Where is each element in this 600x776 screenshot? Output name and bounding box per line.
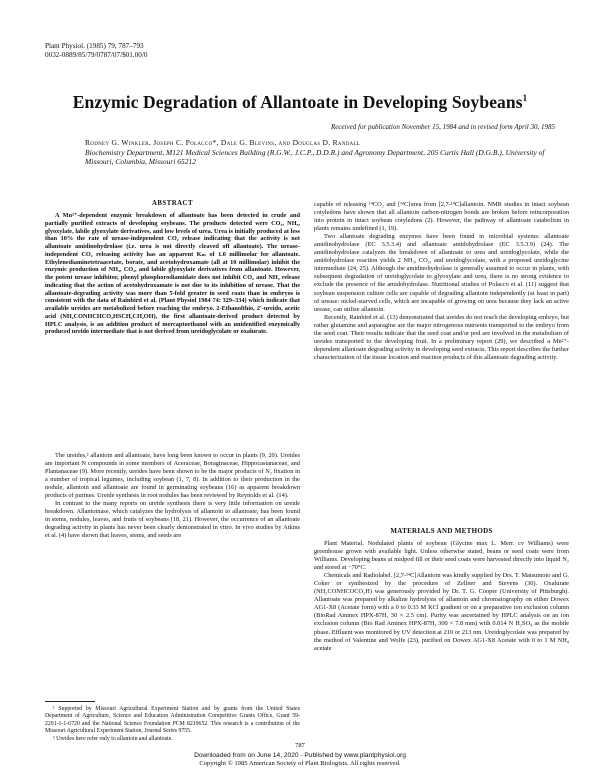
footnote: ² Ureides here refer only to allantoin and allantoate.	[53, 735, 173, 742]
right-column-methods	[314, 540, 569, 653]
paragraph: Chemicals and Radiolabel. [2,7-¹⁴C]Allantoin was kindly supplied by Drs. T. Matsumoto and G. Coker or synthesized by the procedure of Zellner and Stevens (30). Oxalurate (NH₂CONHCOCO₂H) was generously provided by Dr. T. G. Cooper (University of Pittsburgh). Allantoate was prepared by alkaline hydrolysis of allantoin and chromatography on either Dowex AG1-X8 (Acetate form) with a 0 to 0.33 M KCl gradient or on a preparative ion exclusion column (BioRad Aminex HPX-87H, 30 × 2.5 cm). Purity was ascertained by HPLC analysis on an ion exclusion column (Bio Rad Aminex HPX-87H, 300 × 7.8 mm) with 0.014 N H₂SO₄ as the mobile phase. Effluent was monitored by UV detection at 210 or 213 nm. Ureidoglycolate was prepared by the method of Valentine and Wolfe (23), purified on Dowex AG1-X8 Acetate with 0 to 1 M NH₄ acetate	[314, 572, 569, 652]
paragraph: The ureides,² allantoin and allantoate, have long been known to occur in plants (9, 20). Ureides are important N compounds in some members of Aceraceae, Boraginaceae, Hippocastanaceae, and Plantanaceae (9). More recently, ureides have been shown to be the major products of N₂ fixation in a number of tropical legumes, including soybean (1, 7, 8). In addition to their production in the nodule, allantoin and allantoate are found in germinating soybeans (16) as apparent breakdown products of purines. Ureide synthesis in root nodules has been reviewed by Reynolds et al. (14).	[45, 452, 300, 500]
page-number: 787	[295, 742, 305, 749]
title-footnote-marker: 1	[522, 93, 528, 104]
paper-title	[0, 92, 600, 113]
paragraph: Two allantoate degrading enzymes have been found in microbial systems: allantoate amidinohydrolase (EC 3.5.3.4) and allantoate amidohydrolase (EC 3.5.3.9) (24). The amidinohydrolase catalyzes the breakdown of allantoate to urea and ureidoglycolate, while the amidohydrolase reaction yields 2 NH₃, CO₂, and ureidoglycolate, with a proposed ureidoglycine intermediate (24, 25). Although the amidinohydrolase is generally assumed to occur in plants, with subsequent degradation of ureidoglycolate to glyoxylate and urea, there is no strong evidence to exclude the presence of the amidohydrolase. Nutritional studies of Polacco et al. (11) suggest that soybean suspension culture cells are capable of degrading allantoin independently (at least in part) of urease: nickel-starved cells, which are incapable of growing on urea because they lack an active urease, can utilize allantoin.	[314, 233, 569, 313]
copyright-line: Copyright © 1985 American Society of Plant Biologists. All rights reserved.	[199, 760, 401, 767]
received-date: Received for publication November 15, 1984 and in revised form April 30, 1985	[331, 123, 555, 131]
paragraph: capable of releasing ¹⁴CO₂ and [¹⁴C]urea from [2,7-¹⁴C]allantoin. NMR studies in intact soybean cotyledons have shown that all allantoin carbon-nitrogen bonds are broken before reincorporation into protein in intact soybean cotyledons (2). However, the pathway of allantoate catabolism in plants remains undefined (1, 19).	[314, 201, 569, 233]
running-header	[45, 42, 147, 60]
abstract-heading: ABSTRACT	[151, 200, 193, 207]
right-column-intro	[314, 201, 569, 362]
author-block	[85, 138, 560, 167]
journal-code: 0032-0889/85/79/0787/07/$01.00/0	[45, 51, 148, 59]
download-line: Downloaded from on June 14, 2020 - Published by www.plantphysiol.org	[194, 752, 406, 759]
footnote-rule	[45, 701, 95, 702]
left-column-body	[45, 452, 300, 541]
paragraph: Plant Material. Nodulated plants of soybean (Glycine max L. Merr. cv Williams) were greenhouse grown with available light. Unless otherwise stated, beans or seed coats were from Williams. Developing beans at midpod fill or their seed coats were harvested directly into liquid N₂ and stored at −70°C.	[314, 540, 569, 572]
abstract-text: A Mn²⁺-dependent enzymic breakdown of allantoate has been detected in crude and partially purified extracts of developing soybeans. The products detected were CO₂, NH₃, glyoxylate, labile glyoxylate derivatives, and low levels of urea. Urea is initially produced at less than 10% the rate of urease-independent CO₂ release indicating that the activity is not allantoate amidinohydrolase (i.e. urea is not directly cleaved off allantoate). The urease-independent CO₂ releasing activity has an apparent Kₘ of 1.0 millimolar for allantoate. Ethylenediaminetetraacetate, borate, and acetohydroxamate (all at 10 millimolar) inhibit the enzymic production of NH₃, CO₂, and labile glyoxylate derivatives from allantoate. However, the potent urease inhibitor, phenyl phosphorodiamidate does not inhibit CO₂ and NH₃ release indicating that the action of acetohydroxamate is not due to its inhibition of urease. That the allantoate-degrading activity was more than 5-fold greater in seed coats than in embryos is consistent with the data of Rainbird et al. (Plant Physiol 1984 74: 329–334) which indicate that available ureides are metabolized before reaching the embryo. 2-Ethanolthio, 2′-ureido, acetic acid (NH₂CONHCHCO₂HSCH₂CH₂OH), the first allantoate-derived product detected by HPLC analysis, is an addition product of mercaptoethanol with an unidentified enzymically produced ureido intermediate that is not derived from ureidoglycolate or oxalurate.	[45, 212, 300, 336]
paragraph: In contrast to the many reports on ureide synthesis there is very little information on ureide breakdown. Allantoinase, which catalyzes the hydrolysis of allantoin to allantoate, has been found in stems, nodules, leaves, and fruits of soybeans (18, 21). However, the occurrence of an allantoate degrading activity in plants has never been clearly demonstrated in vitro. In vivo studies by Atkins et al. (4) have shown that leaves, stems, and seeds are	[45, 500, 300, 540]
footnote: ¹ Supported by Missouri Agricultural Experiment Station and by grants from the United States Department of Agriculture, Science and Education Administration Competitive Grants Office, Grant 59-2291-1-1-6720 and the National Science Foundation PCM 8219652. This research is a contribution of the Missouri Agricultural Experiment Station, Journal Series 9755.	[45, 706, 300, 735]
footnotes	[45, 706, 300, 743]
journal-citation: Plant Physiol. (1985) 79, 787–793	[45, 42, 144, 50]
methods-heading: MATERIALS AND METHODS	[390, 527, 493, 535]
abstract-body	[45, 212, 300, 336]
author-names: Rodney G. Winkler, Joseph C. Polacco*, Dale G. Blevins, and Douglas D. Randall	[85, 138, 361, 147]
author-affiliation: Biochemistry Department, M121 Medical Sciences Building (R.G.W., J.C.P., D.D.R.) and Agronomy Department, 205 Curtis Hall (D.G.B.), University of Missouri, Columbia, Missouri 65212	[85, 147, 545, 166]
title-text: Enzymic Degradation of Allantoate in Developing Soybeans	[72, 92, 523, 112]
paragraph: Recently, Rainbird et al. (13) demonstrated that ureides do not reach the developing embryo, but rather glutamine and asparagine are the major nitrogenous nutrients transported to the embryo from the seed coat. Their results indicate that the seed coat and/or pod are involved in the metabolism of ureides transported to the developing fruit. In a preliminary report (29), we described a Mn²⁺-dependent allantoate degrading activity in developing seed extracts. This report describes the further characterization of the tissue location and reaction products of this allantoate degrading activity.	[314, 313, 569, 361]
download-footer	[0, 752, 600, 768]
